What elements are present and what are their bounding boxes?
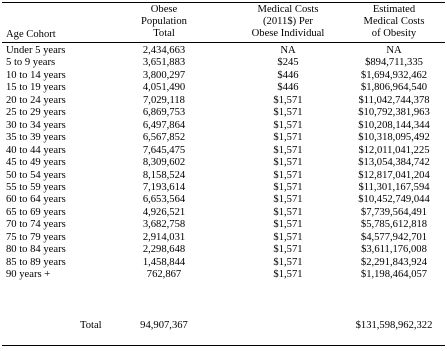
table-cell-pop: 6,567,852: [142, 132, 186, 144]
table-cell-pop: 762,867: [146, 269, 182, 281]
table-cell-est: $894,711,335: [365, 57, 423, 69]
table-bottom-rule: [2, 345, 445, 346]
table-cell-est: $10,318,095,492: [358, 132, 430, 144]
table-cell-cost: $1,571: [273, 206, 303, 218]
table-cell-est: $10,452,749,044: [358, 194, 430, 206]
table-cell-est: $11,301,167,594: [358, 181, 430, 193]
table-cell-pop: 3,651,883: [142, 57, 186, 69]
header-cost-line1: Medical Costs: [257, 4, 319, 15]
table-cell-cost: $1,571: [273, 219, 303, 231]
table-cell-pop: 7,193,614: [142, 181, 186, 193]
table-cell-cost: $1,571: [273, 244, 303, 256]
table-cell-est: $5,785,612,818: [360, 219, 428, 231]
table-cell-age: 5 to 9 years: [6, 57, 56, 69]
table-cell-pop: 7,029,118: [143, 94, 185, 106]
header-est-line1: Estimated: [372, 4, 416, 15]
table-cell-age: 85 to 89 years: [6, 256, 66, 268]
table-cell-cost: $1,571: [273, 181, 303, 193]
table-cell-pop: 2,434,663: [142, 45, 186, 56]
table-cell-pop: 3,800,297: [142, 69, 186, 81]
table-cell-cost: $446: [277, 69, 299, 81]
table-cell-age: 75 to 79 years: [6, 231, 66, 243]
header-cost-line3: Obese Individual: [251, 28, 325, 39]
table-cell-age: 90 years +: [6, 269, 51, 281]
table-cell-pop: 2,298,648: [142, 244, 186, 256]
table-cell-cost: NA: [280, 45, 296, 56]
table-cell-pop: 8,309,602: [142, 157, 186, 169]
table-cell-age: 10 to 14 years: [6, 69, 66, 81]
table-cell-cost: $1,571: [273, 169, 303, 181]
header-age-cohort: Age Cohort: [6, 29, 56, 40]
table-cell-cost: $1,571: [273, 144, 303, 156]
table-cell-pop: 4,926,521: [142, 206, 186, 218]
table-cell-pop: 7,645,475: [142, 144, 186, 156]
table-cell-est: $4,577,942,701: [360, 231, 428, 243]
table-cell-age: 80 to 84 years: [6, 244, 66, 256]
table-cell-est: $10,208,144,344: [358, 119, 430, 131]
table-cell-pop: 1,458,844: [142, 256, 186, 268]
table-cell-est: $1,198,464,057: [360, 269, 428, 281]
table-cell-pop: 2,914,031: [142, 231, 186, 243]
table-cell-age: 50 to 54 years: [6, 169, 66, 181]
header-pop-line2: Population: [141, 16, 187, 27]
total-estimated-cost: $131,598,962,322: [355, 320, 433, 331]
table-cell-cost: $1,571: [273, 94, 303, 106]
header-rule: [2, 42, 445, 43]
table-cell-pop: 6,869,753: [142, 107, 186, 119]
table-cell-pop: 8,158,524: [142, 169, 186, 181]
table-cell-cost: $1,571: [273, 107, 303, 119]
table-cell-pop: 3,682,758: [142, 219, 186, 231]
header-est-line2: Medical Costs: [363, 16, 425, 27]
table-cell-est: $3,611,176,008: [361, 244, 427, 256]
table-cell-cost: $1,571: [273, 157, 303, 169]
table-cell-age: 55 to 59 years: [6, 181, 66, 193]
table-cell-age: 60 to 64 years: [6, 194, 66, 206]
table-cell-cost: $1,571: [273, 119, 303, 131]
header-est-line3: of Obesity: [371, 28, 417, 39]
table-cell-age: Under 5 years: [6, 45, 66, 56]
table-cell-est: $2,291,843,924: [360, 256, 428, 268]
table-cell-est: $7,739,564,491: [360, 206, 428, 218]
table-cell-age: 40 to 44 years: [6, 144, 66, 156]
table-cell-age: 70 to 74 years: [6, 219, 66, 231]
table-cell-est: $13,054,384,742: [358, 157, 430, 169]
table-cell-pop: 6,653,564: [142, 194, 186, 206]
table-cell-age: 45 to 49 years: [6, 157, 66, 169]
table-cell-cost: $1,571: [273, 256, 303, 268]
table-cell-est: $10,792,381,963: [358, 107, 430, 119]
table-cell-age: 20 to 24 years: [6, 94, 66, 106]
header-pop-line3: Total: [153, 28, 175, 39]
total-label: Total: [80, 320, 102, 331]
table-cell-pop: 6,497,864: [142, 119, 186, 131]
table-cell-est: $11,042,744,378: [358, 94, 430, 106]
table-cell-est: NA: [386, 45, 402, 56]
table-cell-est: $12,011,041,225: [358, 144, 430, 156]
table-cell-est: $1,694,932,462: [360, 69, 428, 81]
table-cell-cost: $446: [277, 82, 299, 94]
header-cost-line2: (2011$) Per: [263, 16, 313, 27]
table-cell-est: $12,817,041,204: [358, 169, 430, 181]
table-cell-cost: $1,571: [273, 269, 303, 281]
table-cell-pop: 4,051,490: [142, 82, 186, 94]
table-cell-cost: $1,571: [273, 194, 303, 206]
table-cell-age: 35 to 39 years: [6, 132, 66, 144]
table-cell-age: 15 to 19 years: [6, 82, 66, 94]
table-cell-est: $1,806,964,540: [360, 82, 428, 94]
table-cell-age: 65 to 69 years: [6, 206, 66, 218]
header-pop-line1: Obese: [150, 4, 178, 15]
table-cell-cost: $1,571: [273, 231, 303, 243]
table-cell-cost: $1,571: [273, 132, 303, 144]
table-cell-cost: $245: [277, 57, 299, 69]
table-cell-age: 30 to 34 years: [6, 119, 66, 131]
total-population: 94,907,367: [140, 320, 188, 331]
table-cell-age: 25 to 29 years: [6, 107, 66, 119]
